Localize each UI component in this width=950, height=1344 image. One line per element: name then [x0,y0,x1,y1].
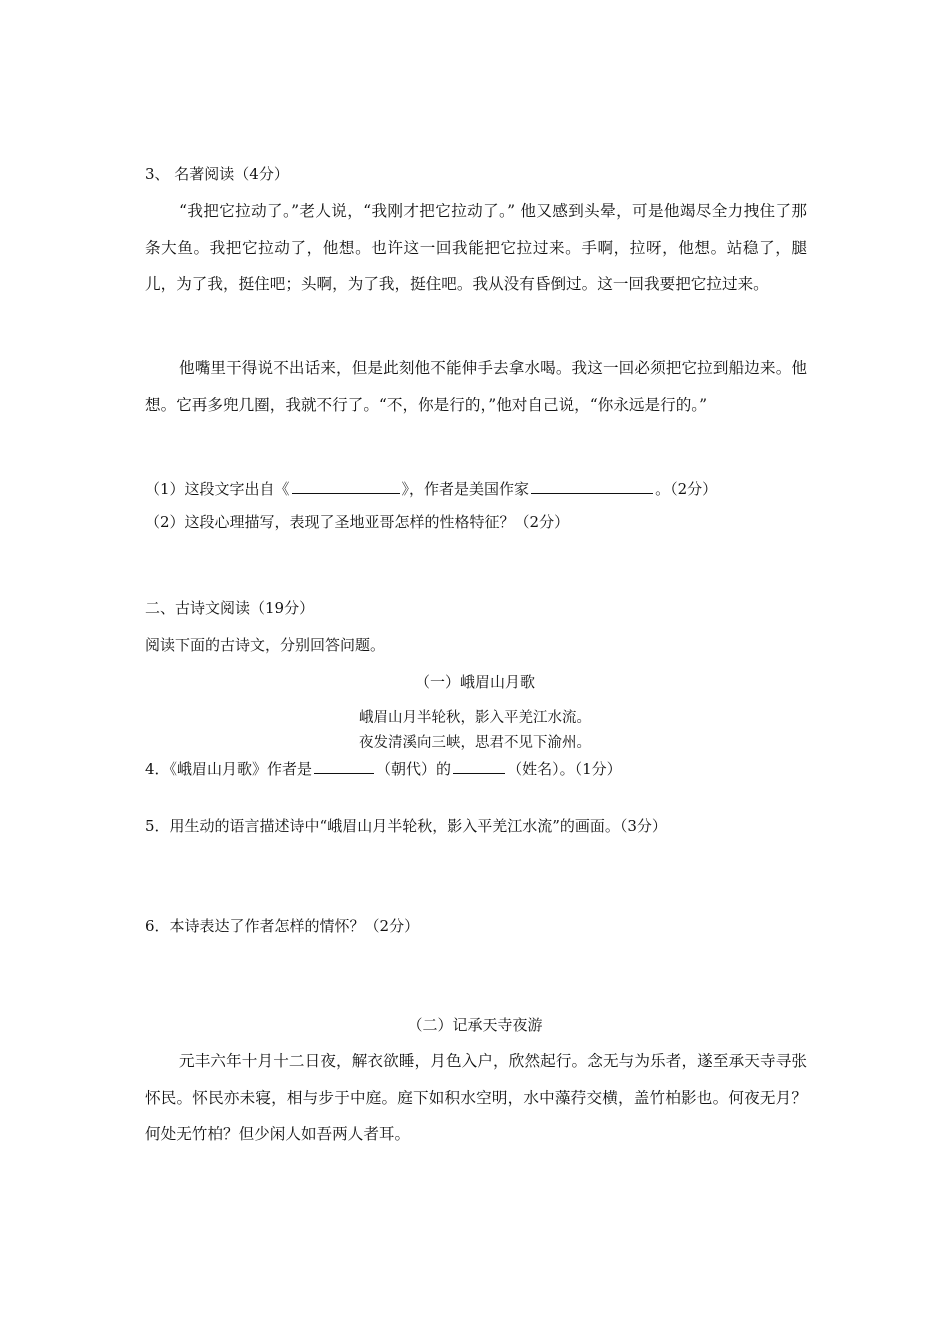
question-5: 5．用生动的语言描述诗中“峨眉山月半轮秋，影入平羌江水流”的画面。（3分） [145,817,667,835]
question-4-text-c: （姓名）。（1分） [507,760,622,778]
question-2: （2）这段心理描写，表现了圣地亚哥怎样的性格特征？（2分） [145,513,570,531]
name-blank[interactable] [453,757,505,774]
question-4-text-b: （朝代）的 [376,760,452,778]
section-2-heading: 二、古诗文阅读（19分） [145,599,315,617]
passage-paragraph-1: “我把它拉动了。”老人说，“我刚才把它拉动了。” 他又感到头晕，可是他竭尽全力拽住了那条大鱼。我把它拉动了，他想。也许这一回我能把它拉过来。手啊，拉呀，他想。站稳了，腿儿，为了我，挺住吧；头啊，为了我，挺住吧。我从没有昏倒过。这一回我要把它拉过来。 [145,202,807,293]
question-6: 6．本诗表达了作者怎样的情怀？（2分） [145,917,420,935]
passage-paragraph-2: 他嘴里干得说不出话来，但是此刻他不能伸手去拿水喝。我这一回必须把它拉到船边来。他想。它再多兜几圈，我就不行了。“不，你是行的，”他对自己说，“你永远是行的。” [145,359,807,414]
poem-line-1: 峨眉山月半轮秋，影入平羌江水流。 [359,710,591,726]
question-1-text-a: （1）这段文字出自《 [145,480,290,498]
question-1 [145,477,717,499]
question-1-text-c: 。（2分） [655,480,718,498]
section-3-heading: 3、 名著阅读（4分） [145,165,289,183]
author-blank[interactable] [531,477,653,494]
poem-line-2: 夜发清溪向三峡，思君不见下渝州。 [359,735,591,751]
question-4 [145,757,622,779]
poem-title: （一）峨眉山月歌 [414,673,535,691]
dynasty-blank[interactable] [314,757,374,774]
section-2-instruction: 阅读下面的古诗文，分别回答问题。 [145,636,386,654]
prose-title: （二）记承天寺夜游 [407,1016,543,1034]
question-4-text-a: 4．《峨眉山月歌》作者是 [145,760,313,778]
question-1-text-b: 》，作者是美国作家 [401,480,530,498]
prose-text: 元丰六年十月十二日夜，解衣欲睡，月色入户，欣然起行。念无与为乐者，遂至承天寺寻张怀民。怀民亦未寝，相与步于中庭。庭下如积水空明，水中藻荇交横，盖竹柏影也。何夜无月？何处无竹柏？但少闲人如吾两人者耳。 [145,1052,807,1143]
book-title-blank[interactable] [292,477,400,494]
